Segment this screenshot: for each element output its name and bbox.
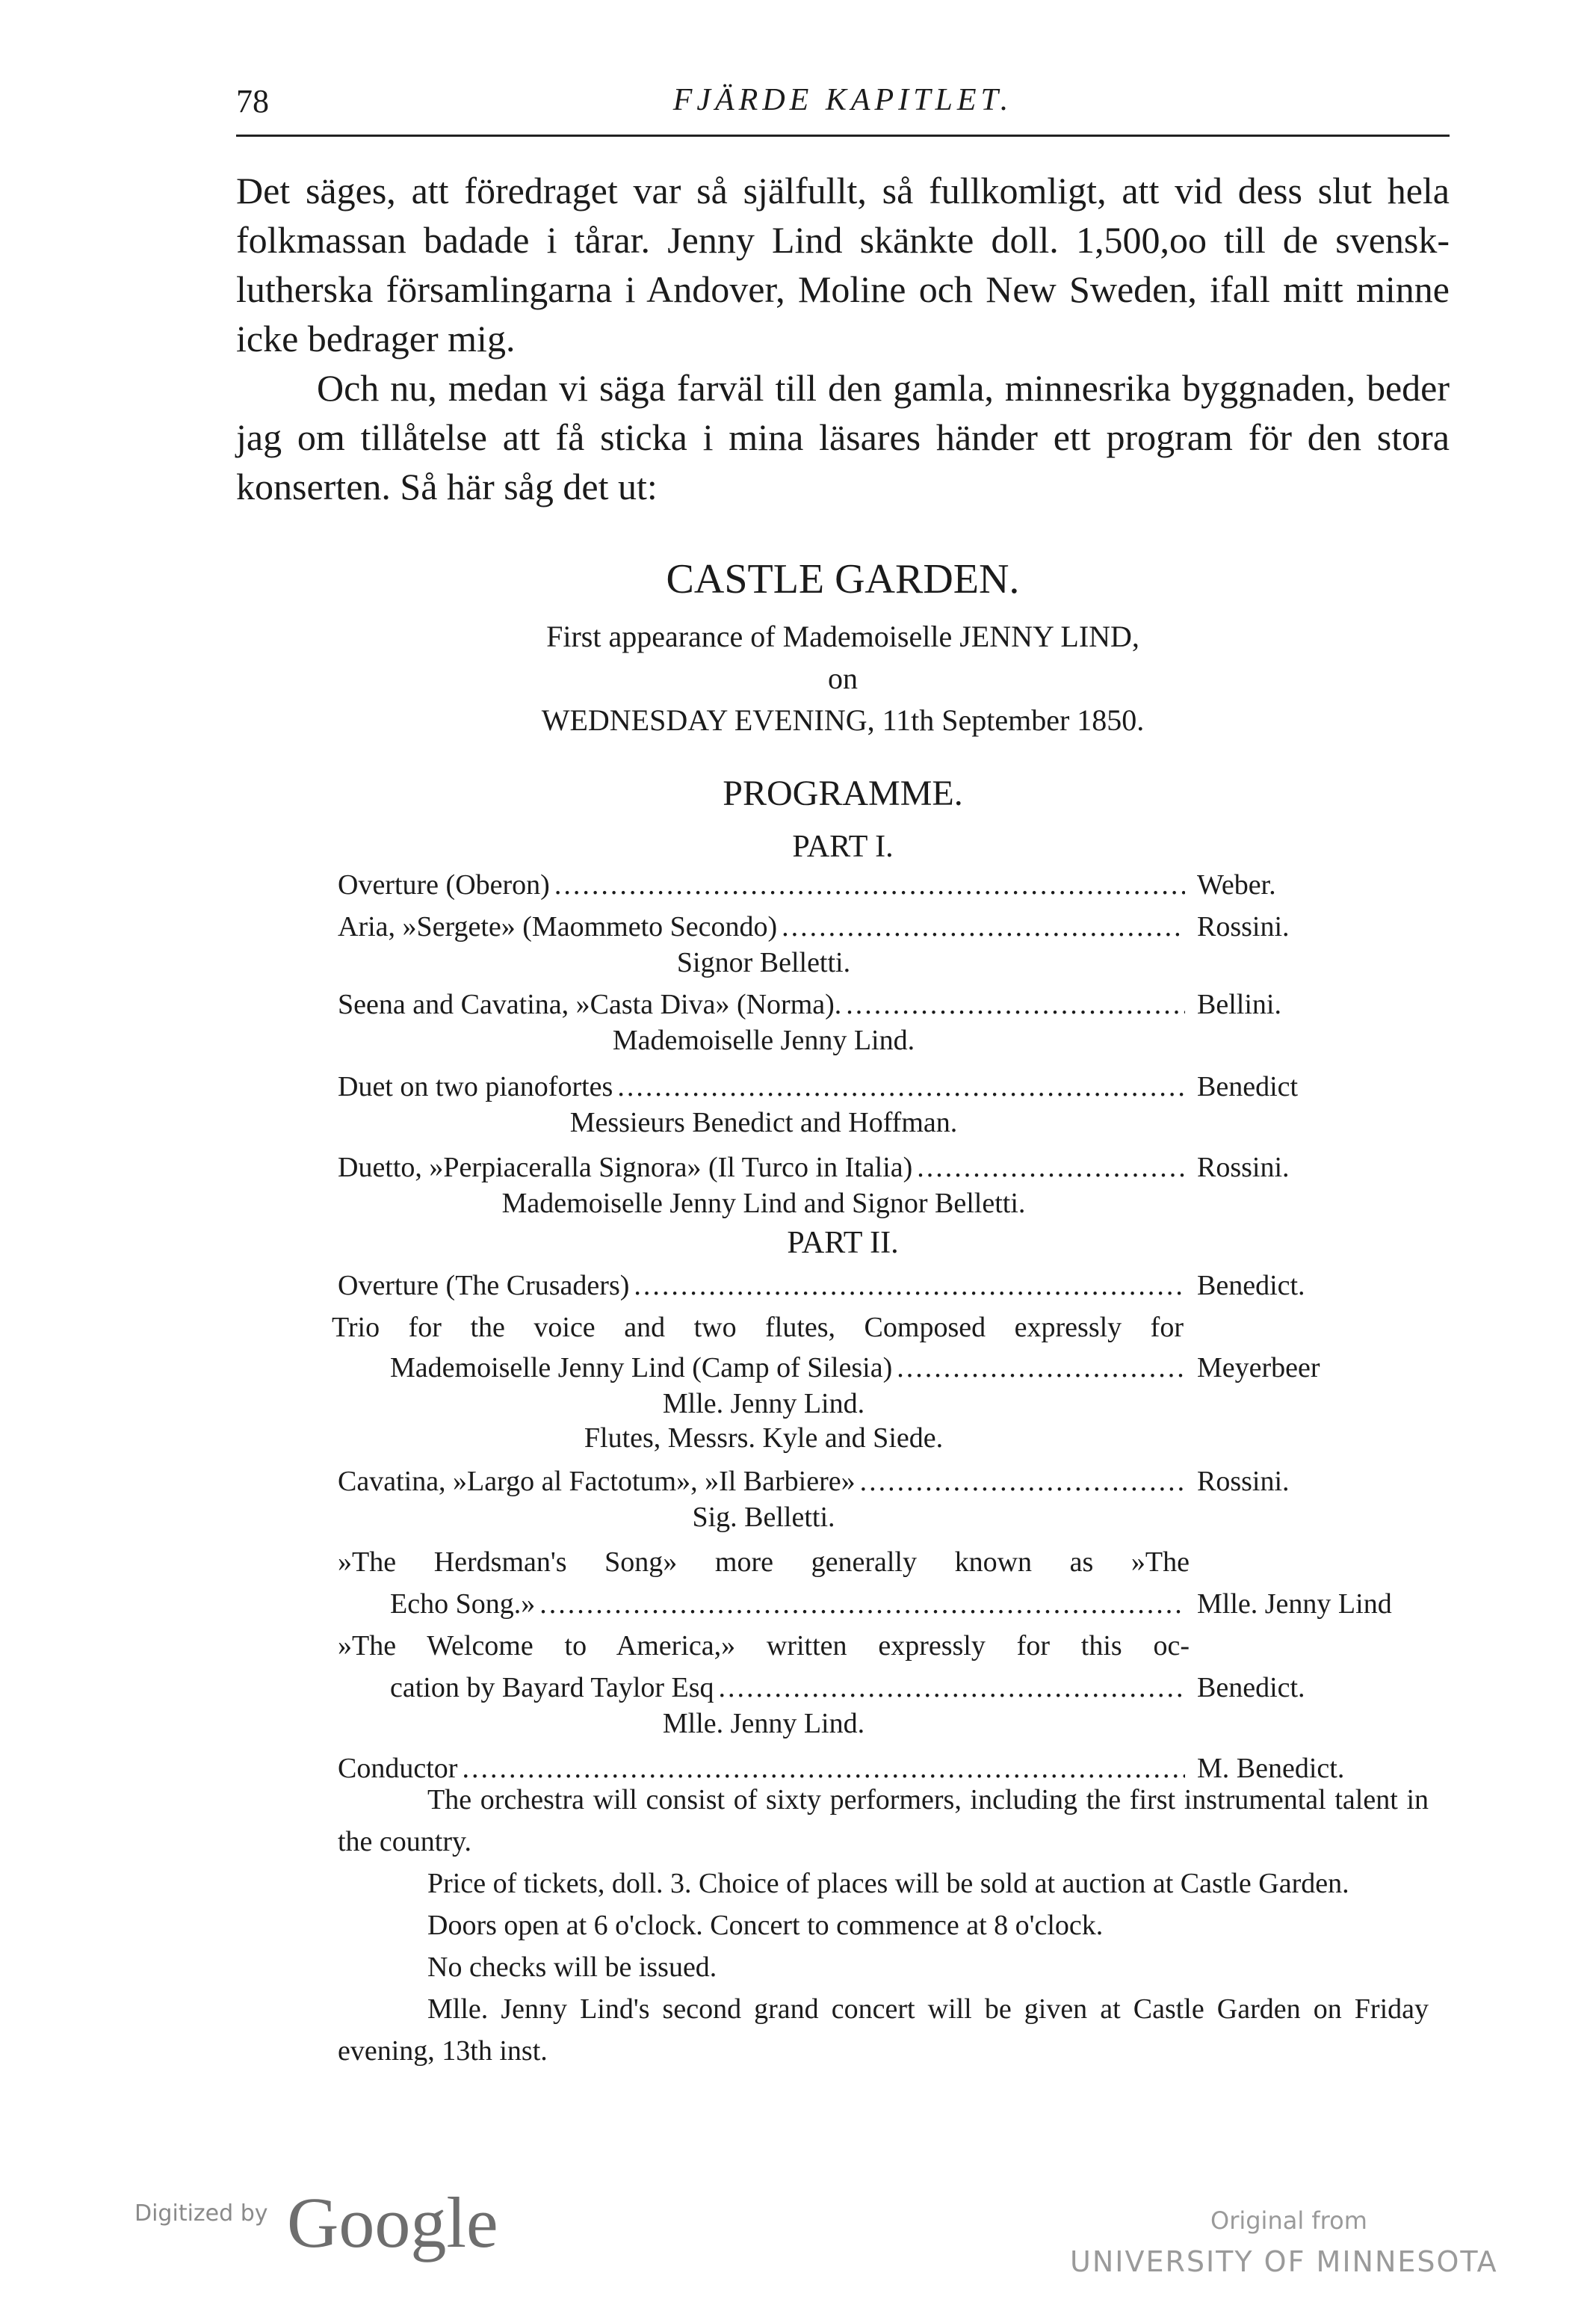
programme-entry bbox=[338, 869, 1384, 906]
dot-leader bbox=[782, 910, 1185, 943]
header-rule bbox=[236, 135, 1450, 137]
programme-entry bbox=[338, 1588, 1392, 1625]
programme-entry bbox=[338, 1465, 1384, 1502]
first-appearance-line: First appearance of Mademoiselle JENNY LIND, bbox=[546, 620, 1139, 653]
composer: Weber. bbox=[1197, 869, 1276, 901]
performer-line: Mlle. Jenny Lind. bbox=[662, 1708, 865, 1739]
note-paragraph: No checks will be issued. bbox=[427, 1952, 717, 1983]
dot-leader bbox=[634, 1269, 1185, 1302]
programme-entry bbox=[338, 1151, 1384, 1188]
venue-title: CASTLE GARDEN. bbox=[666, 556, 1020, 602]
composer: Rossini. bbox=[1197, 1466, 1290, 1497]
note-paragraph: Mlle. Jenny Lind's second grand concert will be given at Castle Garden on Friday evening, 13th inst. bbox=[338, 1993, 1429, 2067]
dot-leader bbox=[617, 1070, 1185, 1103]
performer-line: Mlle. Jenny Lind. bbox=[662, 1388, 865, 1419]
dot-leader bbox=[719, 1671, 1185, 1704]
dot-leader bbox=[539, 1588, 1185, 1620]
programme-entry bbox=[338, 988, 1384, 1025]
dot-leader bbox=[846, 988, 1185, 1021]
performer-line: Messieurs Benedict and Hoffman. bbox=[569, 1107, 958, 1138]
performer-line: Mademoiselle Jenny Lind and Signor Belletti. bbox=[501, 1188, 1026, 1219]
work-title-line: »The Welcome to America,» written expressly for this oc- bbox=[338, 1630, 1190, 1662]
composer: Mlle. Jenny Lind bbox=[1197, 1588, 1392, 1620]
composer: Rossini. bbox=[1197, 911, 1290, 942]
paragraph: Det säges, att föredraget var så själfullt, så fullkomligt, att vid dess slut hela folkmassan badade i tårar. Jenny Lind skänkte doll. 1,500,oo till de svensk-lutherska församlingarna i Andover, Moline och New Sweden, ifall mitt minne icke bedrager mig. bbox=[236, 170, 1450, 360]
work-title: Aria, »Sergete» (Maommeto Secondo) bbox=[338, 911, 778, 942]
concert-notes bbox=[338, 1779, 1429, 2072]
dot-leader bbox=[917, 1151, 1185, 1184]
on-line: on bbox=[828, 661, 858, 695]
work-title-line: Trio for the voice and two flutes, Composed expressly for bbox=[332, 1312, 1184, 1343]
university-label: UNIVERSITY OF MINNESOTA bbox=[1070, 2245, 1498, 2278]
note-paragraph: Doors open at 6 o'clock. Concert to commence at 8 o'clock. bbox=[427, 1910, 1104, 1941]
digitized-by-label: Digitized by bbox=[134, 2200, 268, 2227]
work-title: Cavatina, »Largo al Factotum», »Il Barbiere» bbox=[338, 1466, 856, 1497]
performer-line: Flutes, Messrs. Kyle and Siede. bbox=[584, 1422, 944, 1454]
performer-line: Sig. Belletti. bbox=[692, 1502, 835, 1533]
programme-entry bbox=[338, 910, 1384, 948]
page-number: 78 bbox=[236, 83, 269, 120]
work-title: Duetto, »Perpiaceralla Signora» (Il Turco in Italia) bbox=[338, 1152, 913, 1183]
body-text bbox=[236, 166, 1450, 511]
google-logo: Google bbox=[287, 2182, 498, 2262]
work-title: Overture (Oberon) bbox=[338, 869, 550, 901]
programme-entry bbox=[338, 1070, 1384, 1108]
page-header bbox=[236, 82, 1450, 130]
paragraph: Och nu, medan vi säga farväl till den gamla, minnesrika byggnaden, beder jag om tillåtelse att få sticka i mina läsares händer ett program för den stora konserten. Så här såg det ut: bbox=[236, 367, 1450, 508]
composer: Bellini. bbox=[1197, 989, 1281, 1020]
work-title: cation by Bayard Taylor Esq bbox=[390, 1672, 714, 1703]
note-paragraph: The orchestra will consist of sixty performers, including the first instrumental talent in the country. bbox=[338, 1784, 1429, 1857]
note-paragraph: Price of tickets, doll. 3. Choice of places will be sold at auction at Castle Garden. bbox=[427, 1868, 1349, 1899]
composer: M. Benedict. bbox=[1197, 1753, 1345, 1784]
composer: Meyerbeer bbox=[1197, 1352, 1320, 1383]
composer: Benedict. bbox=[1197, 1270, 1305, 1301]
composer: Rossini. bbox=[1197, 1152, 1290, 1183]
work-title: Duet on two pianofortes bbox=[338, 1071, 613, 1102]
running-head: FJÄRDE KAPITLET. bbox=[672, 83, 1013, 117]
work-title: Echo Song.» bbox=[390, 1588, 536, 1620]
composer: Benedict bbox=[1197, 1071, 1299, 1102]
dot-leader bbox=[860, 1465, 1185, 1498]
dot-leader bbox=[554, 869, 1185, 901]
programme-entry bbox=[338, 1351, 1384, 1389]
part-two-heading: PART II. bbox=[787, 1226, 899, 1260]
work-title: Mademoiselle Jenny Lind (Camp of Silesia) bbox=[390, 1352, 893, 1383]
work-title: Conductor bbox=[338, 1753, 458, 1784]
work-title: Seena and Cavatina, »Casta Diva» (Norma). bbox=[338, 989, 842, 1020]
programme-heading: PROGRAMME. bbox=[723, 774, 963, 813]
work-title: Overture (The Crusaders) bbox=[338, 1270, 630, 1301]
work-title-line: »The Herdsman's Song» more generally known as »The bbox=[338, 1546, 1190, 1578]
programme-entry bbox=[338, 1269, 1384, 1306]
programme-entry bbox=[338, 1671, 1384, 1709]
dot-leader bbox=[897, 1351, 1185, 1384]
original-from-label: Original from bbox=[1210, 2206, 1367, 2235]
performer-line: Mademoiselle Jenny Lind. bbox=[612, 1025, 915, 1056]
part-one-heading: PART I. bbox=[792, 830, 894, 864]
performer-line: Signor Belletti. bbox=[676, 947, 851, 978]
composer: Benedict. bbox=[1197, 1672, 1305, 1703]
date-line: WEDNESDAY EVENING, 11th September 1850. bbox=[541, 703, 1145, 737]
